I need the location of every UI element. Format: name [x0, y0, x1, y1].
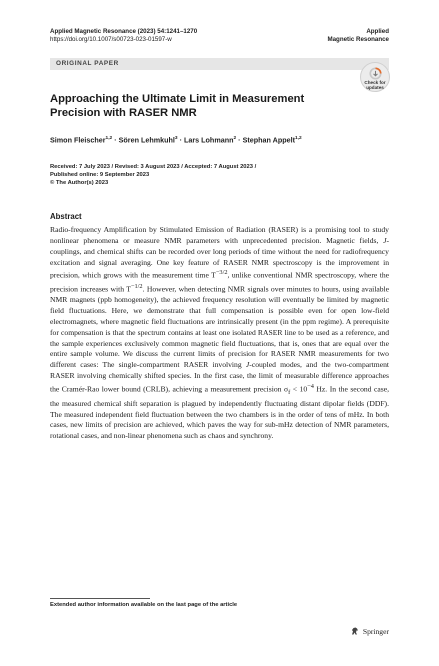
- abstract-run: , unlike conventional NMR spectroscopy, where the precision increases with T: [50, 270, 390, 294]
- check-updates-line2: updates: [366, 85, 384, 90]
- copyright-line: © The Author(s) 2023: [50, 180, 109, 187]
- check-for-updates-badge[interactable]: [360, 62, 390, 92]
- abstract-run: -couplings, and chemical shifts can be recorded over long periods of time without the need for radiofrequency excitation and signal averaging. One key feature of RASER NMR spectroscopy is the improvement in precision, which grows with the measurement time T: [50, 235, 389, 280]
- abstract-heading: Abstract: [50, 212, 82, 221]
- abstract-run: -coupled modes, and the two-compartment RASER involving chemically shifted species. In the first case, the limit of measurable difference approaches the Cramér-Rao lower bound (CRLB), achieving a measurement precision σ: [50, 360, 389, 394]
- abstract-run: . However, when detecting NMR signals over minutes to hours, using available NMR magnets (ppb homogeneity), the achieved frequency resolution will eventually be limited by magnetic field fluctuations. Here, we demonstrate that full compensation is possible even for open low-field electromagnets, where magnetic field fluctuations are intrinsically present (in the ppm regime). A prerequisite for compensation is that the spectrum contains at least one isolated RASER line to be used as a reference, and the sample experiences exclusively common magnetic field fluctuations, that is, ones that are equal over the entire sample volume. We discuss the current limits of precision for RASER NMR measurements for two different cases: The single-compartment RASER involving: [50, 284, 389, 370]
- author-separator: ·: [236, 135, 243, 145]
- footnote-divider: [50, 598, 150, 599]
- author-name[interactable]: Sören Lehmkuhl: [118, 135, 175, 145]
- springer-horse-logo: [350, 626, 360, 636]
- author-separator: ·: [112, 135, 119, 145]
- author-affiliation: 3: [174, 136, 178, 141]
- check-updates-line1: Check for: [364, 80, 386, 85]
- publication-dates: [50, 163, 350, 188]
- abstract-subscript: f: [288, 388, 291, 396]
- abstract-exponent: −1/2: [130, 282, 143, 290]
- doi-link[interactable]: https://doi.org/10.1007/s00723-023-01597-w: [50, 36, 172, 43]
- check-for-updates-icon: [369, 67, 382, 80]
- check-for-updates-label: [361, 80, 389, 90]
- abstract-run: < 10: [290, 384, 308, 394]
- abstract-text: [50, 225, 389, 442]
- article-title: Approaching the Ultimate Limit in Measurement Precision with RASER NMR: [50, 93, 305, 119]
- abstract-run: Radio-frequency Amplification by Stimulated Emission of Radiation (RASER) is a promising tool to study nonlinear phenomena or measure NMR parameters with unprecedented precision. Magnetic fields,: [50, 225, 389, 245]
- journal-issue: Applied Magnetic Resonance (2023) 54:1241–1270: [50, 28, 198, 35]
- journal-name-line1: Applied: [366, 28, 389, 35]
- abstract-italic: J: [245, 360, 250, 370]
- dates-line: Published online: 9 September 2023: [50, 172, 150, 179]
- footnote: Extended author information available on the last page of the article: [50, 602, 238, 608]
- abstract-exponent: −4: [307, 382, 314, 390]
- author-separator: ·: [177, 135, 184, 145]
- publisher-name: Springer: [362, 626, 389, 636]
- publisher-logo: [350, 626, 389, 636]
- abstract-run: Hz. In the second case, the measured chemical shift separation is plagued by independently fluctuating distant dipolar fields (DDF). The measured independent field fluctuation between the two chambers is in the order of tens of mHz. In both cases, new limits of precision are achieved, which paves the way for sub-mHz detection of NMR parameters, rotational cases, and non-linear phenomena such as chaos and synchrony.: [50, 384, 389, 441]
- author-name[interactable]: Simon Fleischer: [50, 135, 106, 145]
- author-name[interactable]: Stephan Appelt: [242, 135, 296, 145]
- journal-name: [327, 28, 389, 44]
- author-affiliation: 1,2: [105, 136, 113, 141]
- journal-header: [50, 28, 197, 44]
- author-affiliation: 2: [233, 136, 237, 141]
- author-name[interactable]: Lars Lohmann: [183, 135, 234, 145]
- journal-name-line2: Magnetic Resonance: [327, 36, 389, 43]
- author-list: [50, 134, 395, 144]
- dates-line: Received: 7 July 2023 / Revised: 3 August 2023 / Accepted: 7 August 2023 /: [50, 164, 257, 170]
- author-affiliation: 1,2: [295, 136, 302, 141]
- abstract-italic: J: [383, 235, 387, 245]
- section-band: [50, 58, 389, 70]
- section-label: ORIGINAL PAPER: [56, 60, 119, 67]
- abstract-exponent: −3/2: [215, 269, 228, 277]
